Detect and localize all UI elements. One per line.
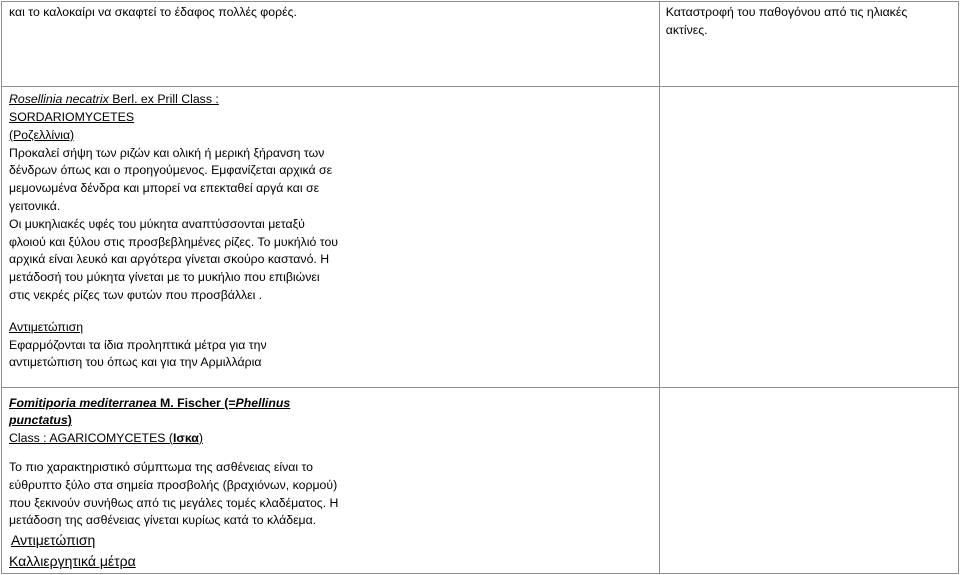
row1-left-text: και το καλοκαίρι να σκαφτεί το έδαφος πολλές φορές. xyxy=(9,5,297,19)
fomitiporia-genus: Fomitiporia mediterranea xyxy=(9,395,157,410)
fomitiporia-treatment-heading: Αντιμετώπιση xyxy=(11,532,96,549)
rosellinia-description: Προκαλεί σήψη των ριζών και ολική ή μερική ξήρανση των δένδρων όπως και ο προηγούμενος. Εμφανίζεται αρχικά σε μεμονωμένα δένδρα και μπορεί να επεκταθεί αργά και σε γειτονικά. xyxy=(9,145,333,213)
table-cell xyxy=(2,87,660,388)
table-cell xyxy=(659,87,958,388)
fomitiporia-synonym: Phellinus punctatus xyxy=(9,395,291,428)
fomitiporia-close: ) xyxy=(67,413,72,428)
table-row xyxy=(2,387,959,573)
table-cell xyxy=(659,2,958,87)
fomitiporia-author: M. Fischer (= xyxy=(156,395,236,410)
document-table xyxy=(1,1,959,574)
rosellinia-author-class: Berl. ex Prill Class : SORDARIOMYCETES xyxy=(9,92,219,124)
row1-right-text: Καταστροφή του παθογόνου από τις ηλιακές ακτίνες. xyxy=(665,5,908,37)
rosellinia-treatment-text: Εφαρμόζονται τα ίδια προληπτικά μέτρα για την αντιμετώπιση του όπως και για την Αρμιλλάρια xyxy=(9,337,267,370)
fomitiporia-class xyxy=(9,430,339,448)
table-row xyxy=(2,2,959,87)
rosellinia-mycelium: Οι μυκηλιακές υφές του μύκητα αναπτύσσονται μεταξύ φλοιού και ξύλου στις προσβεβλημένες ρίζες. Το μυκήλιό του αρχικά είναι λευκό και αργότερα γίνεται σκούρο καστανό. Η μετάδοσή του μύκητα γίνεται με το μυκήλιο που επιβιώνει στις νεκρές ρίζες των φυτών που προσβάλλει . xyxy=(9,216,339,302)
fomitiporia-cultural-heading: Καλλιεργητικά μέτρα xyxy=(9,553,136,570)
fomitiporia-class-close: ) xyxy=(198,431,203,446)
fomitiporia-description: Το πιο χαρακτηριστικό σύμπτωμα της ασθένειας είναι το εύθρυπτο ξύλο στα σημεία προσβολής (βραχιόνων, κορμού) που ξεκινούν συνήθως από τις μεγάλες τομές κλαδέματος. Η μετάδοση της ασθένειας γίνεται κυρίως κατά το κλάδεμα. xyxy=(9,460,339,528)
rosellinia-treatment-heading: Αντιμετώπιση xyxy=(9,319,84,334)
table-row xyxy=(2,87,959,388)
rosellinia-common-name: (Ροζελλίνια) xyxy=(9,127,75,142)
table-cell xyxy=(2,2,660,87)
table-cell xyxy=(659,387,958,573)
rosellinia-title xyxy=(9,91,339,127)
table-cell xyxy=(2,387,660,573)
rosellinia-genus: Rosellinia necatrix xyxy=(9,92,109,107)
fomitiporia-title xyxy=(9,395,339,431)
fomitiporia-common-name: Ισκα xyxy=(172,431,199,446)
fomitiporia-class-line: Class : AGARICOMYCETES ( xyxy=(9,431,173,446)
